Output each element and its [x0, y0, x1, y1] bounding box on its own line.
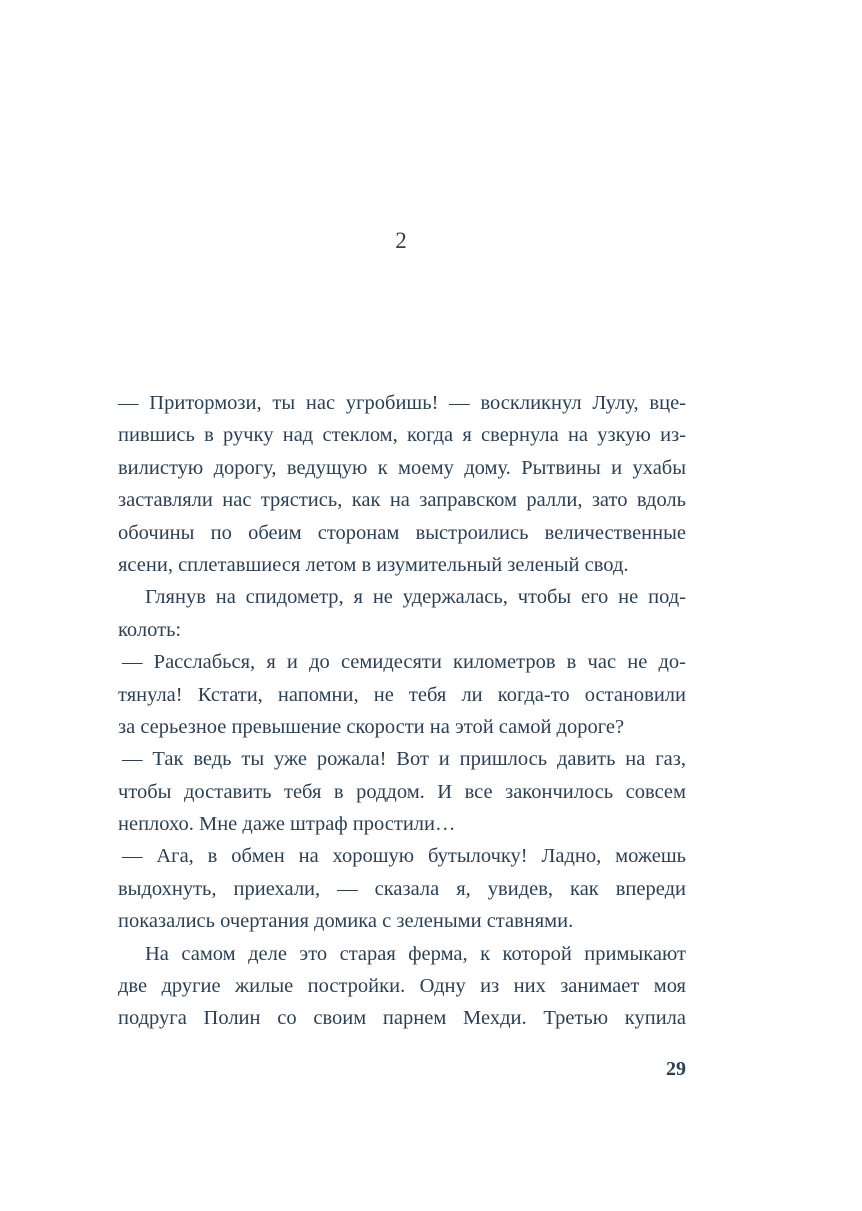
text-line: Глянув на спидометр, я не удержалась, чтобы его не под- [145, 586, 686, 609]
body-text [118, 387, 686, 1035]
text-line: показались очертания домика с зелеными ставнями. [118, 910, 574, 933]
text-line: тянула! Кстати, напомни, не тебя ли когда-то остановили [118, 683, 686, 706]
text-line: На самом деле это старая ферма, к которой примыкают [145, 942, 686, 965]
text-line: выдохнуть, приехали, — сказала я, увидев, как впереди [118, 877, 686, 900]
text-line: пившись в ручку над стеклом, когда я свернула на узкую из- [118, 424, 686, 447]
text-line: чтобы доставить тебя в роддом. И все закончилось совсем [118, 780, 686, 803]
text-line: вилистую дорогу, ведущую к моему дому. Рытвины и ухабы [118, 456, 686, 479]
chapter-number: 2 [395, 228, 407, 253]
text-line: — Ага, в обмен на хорошую бутылочку! Ладно, можешь [122, 845, 686, 868]
text-line: за серьезное превышение скорости на этой самой дороге? [118, 715, 625, 738]
text-line: две другие жилые постройки. Одну из них занимает моя [118, 975, 686, 998]
text-line: — Притормози, ты нас угробишь! — воскликнул Лулу, вце- [118, 392, 686, 414]
text-line: ясени, сплетавшиеся летом в изумительный зеленый свод. [118, 553, 629, 576]
text-line: обочины по обеим сторонам выстроились величественные [118, 521, 686, 544]
page-number: 29 [666, 1058, 686, 1080]
text-line: неплохо. Мне даже штраф простили… [118, 813, 456, 836]
text-line: — Расслабься, я и до семидесяти километров в час не до- [122, 651, 686, 674]
text-line: заставляли нас трястись, как на заправском ралли, зато вдоль [118, 489, 686, 512]
text-line: подруга Полин со своим парнем Мехди. Третью купила [118, 1007, 686, 1030]
text-line: колоть: [118, 618, 182, 641]
text-line: — Так ведь ты уже рожала! Вот и пришлось давить на газ, [122, 748, 686, 771]
